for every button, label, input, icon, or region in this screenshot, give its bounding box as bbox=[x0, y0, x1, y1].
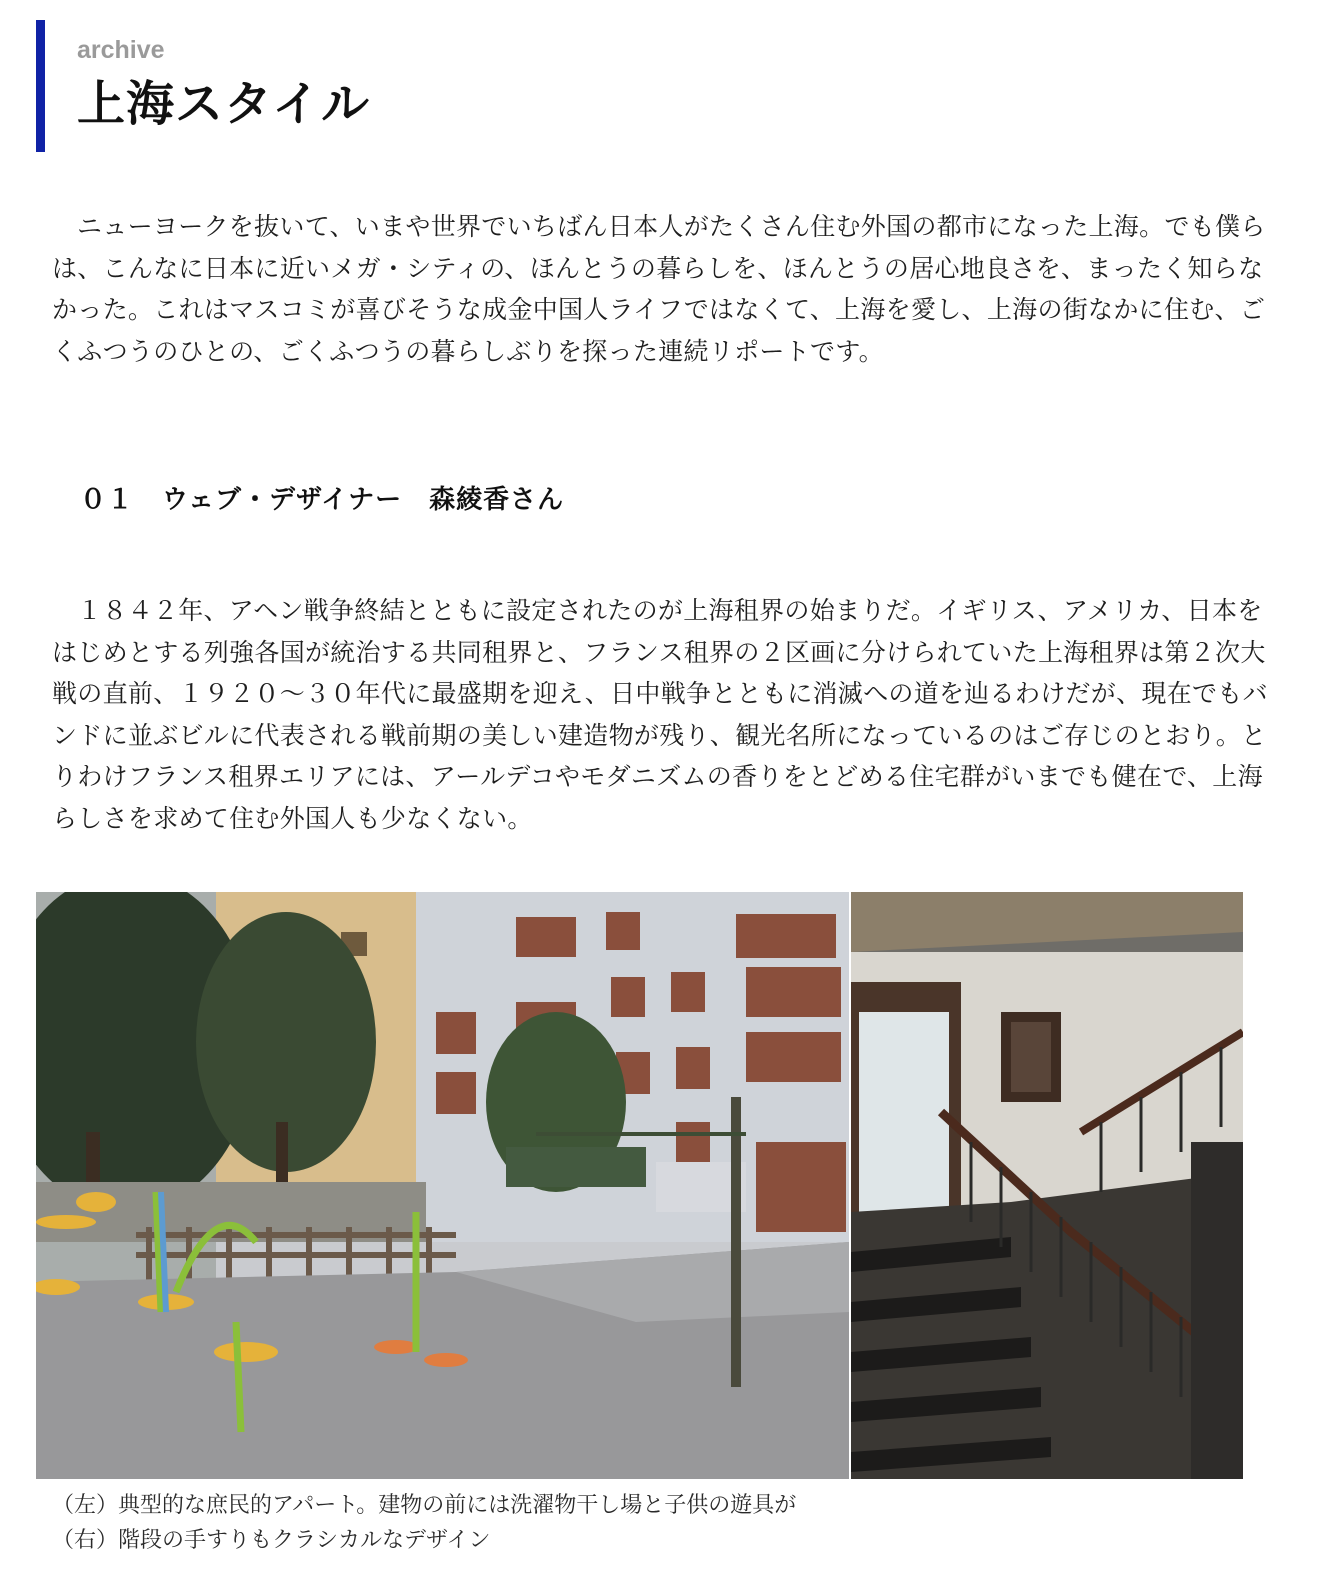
page-header bbox=[36, 20, 977, 152]
body-paragraph: １８４２年、アヘン戦争終結とともに設定されたのが上海租界の始まりだ。イギリス、アメリカ、日本をはじめとする列強各国が統治する共同租界と、フランス租界の２区画に分けられていた上海租界は第２次大戦の直前、１９２０〜３０年代に最盛期を迎え、日中戦争とともに消滅への道を辿るわけだが、現在でもバンドに並ぶビルに代表される戦前期の美しい建造物が残り、観光名所になっているのはご存じのとおり。とりわけフランス租界エリアには、アールデコやモダニズムの香りをとどめる住宅群がいまでも健在で、上海らしさを求めて住む外国人も少なくない。 bbox=[52, 596, 1268, 833]
staircase-photo bbox=[851, 892, 1243, 1479]
section-title: ウェブ・デザイナー 森綾香さん bbox=[162, 485, 565, 515]
archive-label: archive bbox=[77, 36, 165, 64]
page-title: 上海スタイル bbox=[77, 76, 371, 132]
photo-captions bbox=[52, 1488, 796, 1558]
caption-left: （左）典型的な庶民的アパート。建物の前には洗濯物干し場と子供の遊具が bbox=[52, 1493, 797, 1518]
photo-row bbox=[36, 892, 1243, 1479]
section-number: ０１ bbox=[80, 485, 135, 515]
intro-paragraph: ニューヨークを抜いて、いまや世界でいちばん日本人がたくさん住む外国の都市になった上海。でも僕らは、こんなに日本に近いメガ・シティの、ほんとうの暮らしを、ほんとうの居心地良さを、まったく知らなかった。これはマスコミが喜びそうな成金中国人ライフではなくて、上海を愛し、上海の街なかに住む、ごくふつうのひとの、ごくふつうの暮らしぶりを探った連続リポートです。 bbox=[52, 212, 1266, 366]
section-heading bbox=[80, 480, 564, 520]
apartment-courtyard-photo bbox=[36, 892, 849, 1479]
caption-right: （右）階段の手すりもクラシカルなデザイン bbox=[52, 1528, 491, 1553]
